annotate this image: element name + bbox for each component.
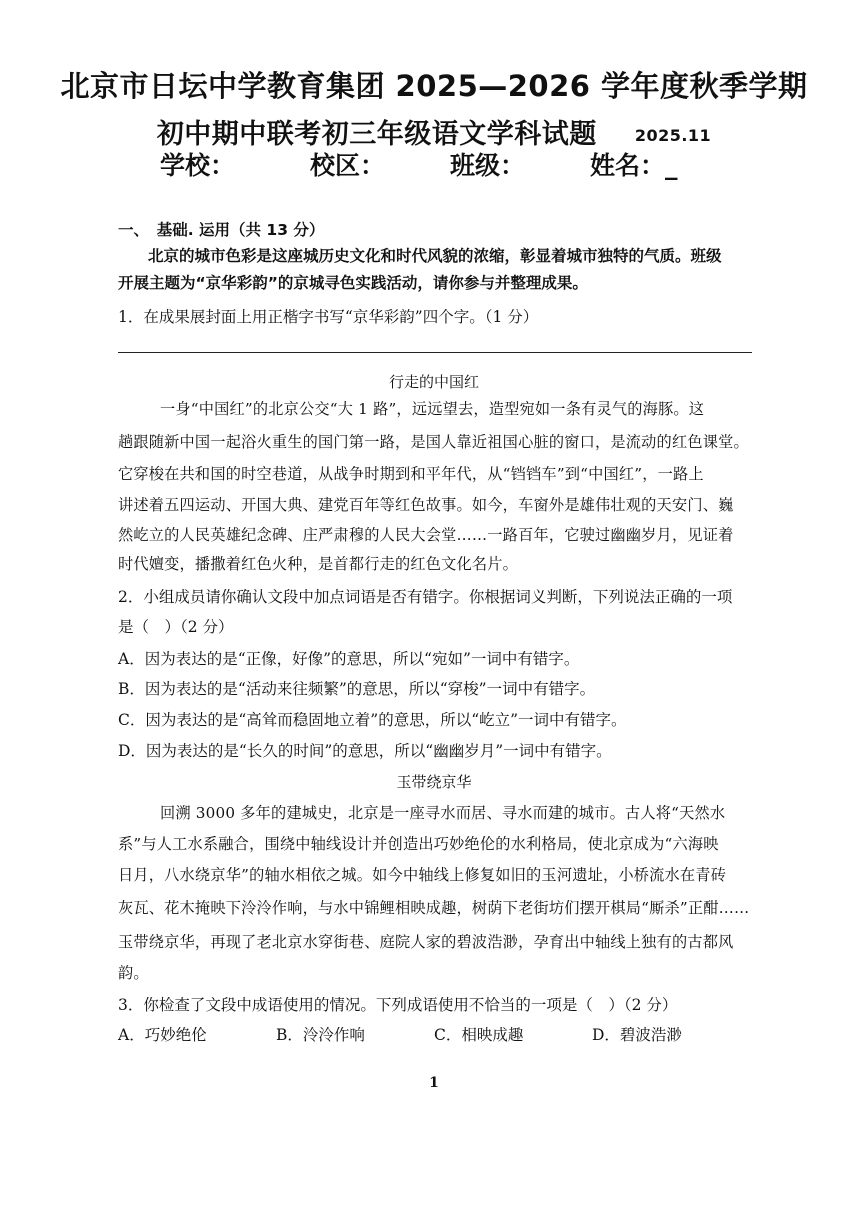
page-number: 1	[429, 1075, 439, 1091]
exam-date: 2025.11	[634, 126, 712, 145]
exam-subject-title: 初中期中联考初三年级语文学科试题	[156, 119, 597, 150]
school-label: 学校：	[160, 151, 236, 180]
passage2-title: 玉带绕京华	[396, 773, 472, 791]
passage1-line: 时代嬗变，播撒着红色火种，是首都行走的红色文化名片。	[118, 555, 519, 573]
q3-option-b: B．泠泠作响	[276, 1026, 365, 1044]
passage1-line: 趟跟随新中国一起浴火重生的国门第一路，是国人靠近祖国心脏的窗口，是流动的红色课堂。	[118, 433, 749, 451]
passage2-line: 灰瓦、花木掩映下泠泠作响，与水中锦鲤相映成趣，树荫下老街坊们摆开棋局“厮杀”正酣……	[118, 899, 750, 917]
q3-option-a: A．巧妙绝伦	[118, 1026, 207, 1044]
q3-options	[118, 1025, 750, 1045]
class-label: 班级：	[450, 151, 526, 180]
name-label: 姓名：_	[590, 151, 678, 180]
passage1-line: 它穿梭在共和国的时空巷道，从战争时期到和平年代，从“铛铛车”到“中国红”，一路上	[118, 465, 704, 483]
question-1: 1．在成果展封面上用正楷字书写“京华彩韵”四个字。（1 分）	[118, 308, 539, 326]
q2-option-a: A．因为表达的是“正像，好像”的意思，所以“宛如”一词中有错字。	[118, 650, 580, 668]
passage2-line: 韵。	[118, 964, 149, 982]
question-2-stem: 是（ ）（2 分）	[118, 618, 234, 636]
intro-line-2: 开展主题为“京华彩韵”的京城寻色实践活动，请你参与并整理成果。	[118, 274, 588, 292]
intro-line-1: 北京的城市色彩是这座城历史文化和时代风貌的浓缩，彰显着城市独特的气质。班级	[148, 247, 722, 265]
passage2-line: 日月，八水绕京华”的轴水相依之城。如今中轴线上修复如旧的玉河遗址，小桥流水在青砖	[118, 866, 727, 884]
campus-label: 校区：	[310, 151, 386, 180]
passage2-line: 回溯 3000 多年的建城史，北京是一座寻水而居、寻水而建的城市。古人将“天然水	[160, 804, 726, 822]
answer-line	[118, 352, 752, 353]
q2-option-c: C．因为表达的是“高耸而稳固地立着”的意思，所以“屹立”一词中有错字。	[118, 711, 627, 729]
exam-title-line1: 北京市日坛中学教育集团 2025—2026 学年度秋季学期	[60, 69, 808, 103]
passage1-line: 然屹立的人民英雄纪念碑、庄严肃穆的人民大会堂……一路百年，它驶过幽幽岁月，见证着	[118, 526, 734, 544]
question-3-stem: 3．你检查了文段中成语使用的情况。下列成语使用不恰当的一项是（ ）（2 分）	[118, 996, 678, 1014]
q3-option-d: D．碧波浩渺	[592, 1026, 682, 1044]
passage1-line: 一身“中国红”的北京公交“大 1 路”，远远望去，造型宛如一条有灵气的海豚。这	[160, 400, 705, 418]
section-heading: 一、 基础. 运用（共 13 分）	[118, 221, 325, 239]
exam-title-line2	[0, 112, 868, 151]
question-2-stem: 2．小组成员请你确认文段中加点词语是否有错字。你根据词义判断，下列说法正确的一项	[118, 588, 733, 606]
passage2-line: 系”与人工水系融合，围绕中轴线设计并创造出巧妙绝伦的水利格局，使北京成为“六海映	[118, 835, 719, 853]
passage2-line: 玉带绕京华，再现了老北京水穿街巷、庭院人家的碧波浩渺，孕育出中轴线上独有的古都风	[118, 933, 734, 951]
q2-option-b: B．因为表达的是“活动来往频繁”的意思，所以“穿梭”一词中有错字。	[118, 680, 596, 698]
q3-option-c: C．相映成趣	[434, 1026, 524, 1044]
q2-option-d: D．因为表达的是“长久的时间”的意思，所以“幽幽岁月”一词中有错字。	[118, 742, 612, 760]
passage1-title: 行走的中国红	[388, 373, 479, 391]
passage1-line: 讲述着五四运动、开国大典、建党百年等红色故事。如今，车窗外是雄伟壮观的天安门、巍	[118, 496, 734, 514]
